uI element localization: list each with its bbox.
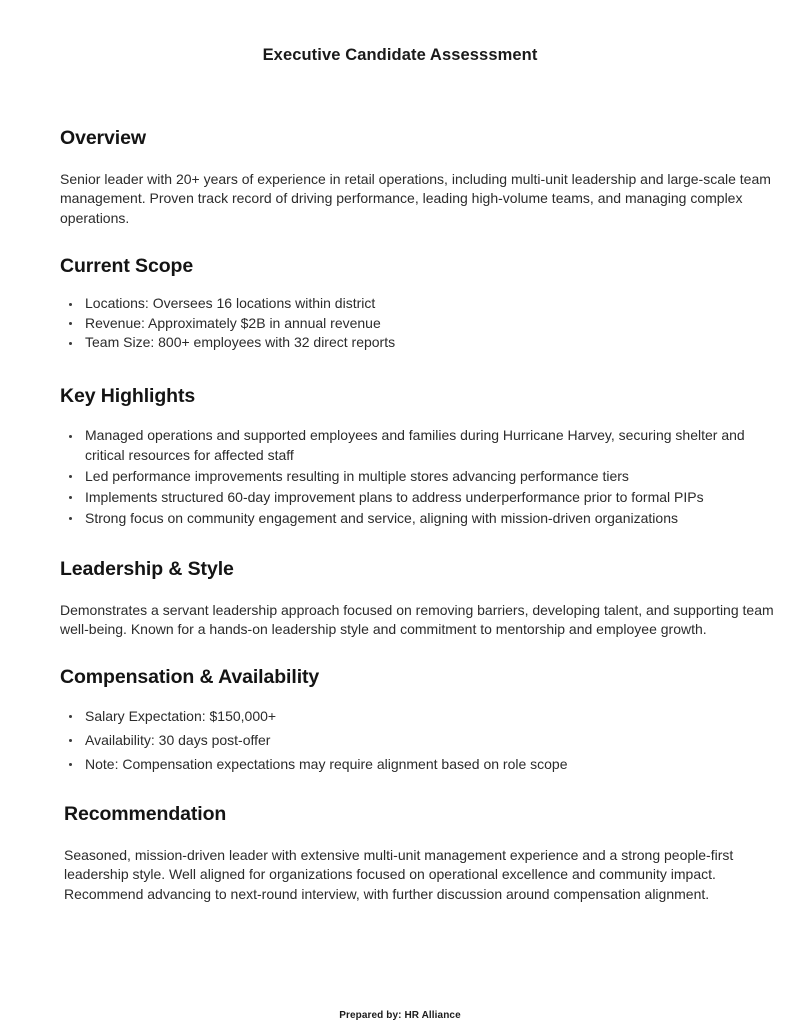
section-paragraph-overview: Senior leader with 20+ years of experience in retail operations, including multi-unit leadership and large-scale team management. Proven track record of driving performance, leading high-volume teams, and managing complex operations. — [60, 171, 771, 226]
list-current-scope — [60, 278, 780, 352]
section-heading-overview: Overview — [60, 127, 146, 149]
list-item: Team Size: 800+ employees with 32 direct reports — [60, 333, 780, 352]
section-heading-leadership-style: Leadership & Style — [60, 557, 234, 580]
list-item: Managed operations and supported employees and families during Hurricane Harvey, securing shelter and critical resources for affected staff — [60, 426, 780, 465]
list-item: Note: Compensation expectations may require alignment based on role scope — [60, 755, 780, 774]
document-body — [0, 127, 800, 904]
section-heading-current-scope: Current Scope — [60, 255, 194, 278]
section-compensation-availability — [60, 666, 780, 774]
page-title: Executive Candidate Assesssment — [262, 46, 538, 64]
list-item: Strong focus on community engagement and service, aligning with mission-driven organizations — [60, 509, 780, 528]
section-current-scope — [60, 255, 780, 352]
list-item: Availability: 30 days post-offer — [60, 731, 780, 750]
list-item: Led performance improvements resulting in multiple stores advancing performance tiers — [60, 467, 780, 486]
list-item: Locations: Oversees 16 locations within district — [60, 294, 780, 313]
section-paragraph-leadership-style: Demonstrates a servant leadership approach focused on removing barriers, developing talent, and supporting team well-being. Known for a hands-on leadership style and commitment to mentorship and employee growth. — [60, 601, 774, 638]
list-key-highlights — [60, 408, 780, 528]
section-overview — [60, 127, 780, 228]
section-heading-compensation-availability: Compensation & Availability — [60, 665, 320, 688]
section-paragraph-recommendation: Seasoned, mission-driven leader with extensive multi-unit management experience and a strong people-first leadership style. Well aligned for organizations focused on operational excellence and community impact. Recommend advancing to next-round interview, with further discussion around compensation alignment. — [64, 847, 734, 902]
list-item: Salary Expectation: $150,000+ — [60, 707, 780, 726]
section-heading-key-highlights: Key Highlights — [60, 385, 196, 408]
section-leadership-style — [60, 558, 780, 640]
list-item: Implements structured 60-day improvement plans to address underperformance prior to formal PIPs — [60, 488, 780, 507]
section-heading-recommendation: Recommendation — [64, 803, 227, 825]
list-item: Revenue: Approximately $2B in annual revenue — [60, 314, 780, 333]
section-recommendation — [60, 803, 780, 904]
section-key-highlights — [60, 385, 780, 528]
document-footer: Prepared by: HR Alliance — [339, 1010, 461, 1021]
list-compensation-availability — [60, 689, 780, 774]
